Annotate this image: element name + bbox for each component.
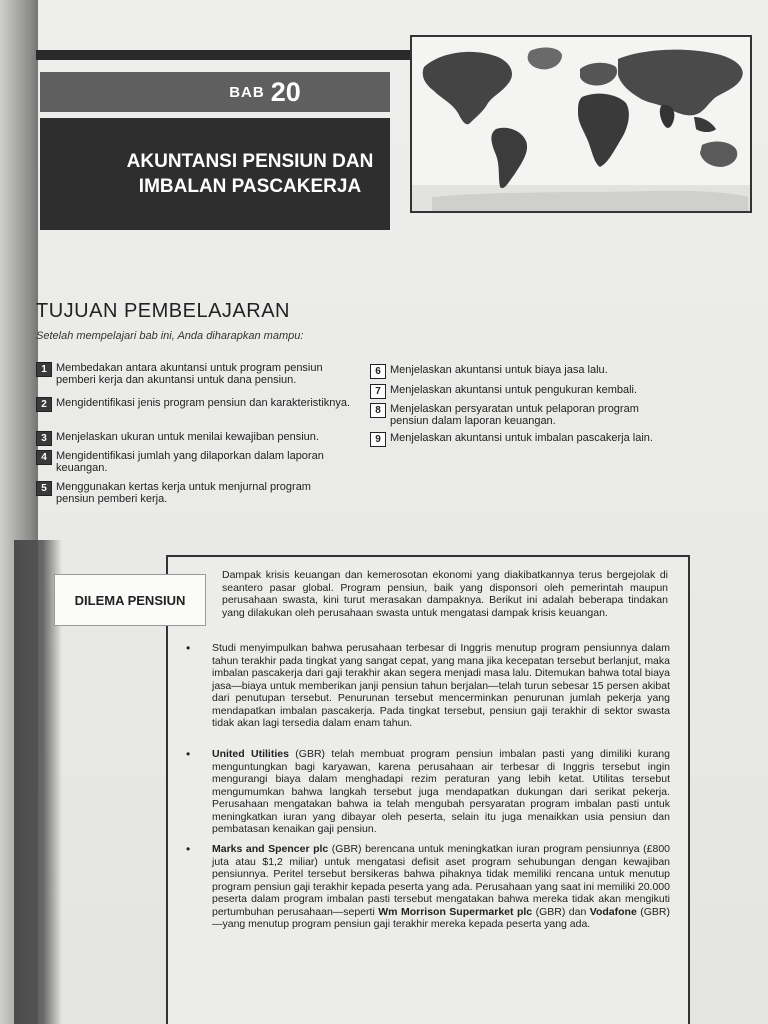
objective-number: 5: [36, 481, 52, 496]
objectives-heading: TUJUAN PEMBELAJARAN: [36, 300, 290, 322]
objective-text: Membedakan antara akuntansi untuk program pensiun pemberi kerja dan akuntansi untuk dana pensiun.: [56, 362, 323, 386]
dilemma-tag: DILEMA PENSIUN: [54, 574, 206, 626]
bullet-text: Studi menyimpulkan bahwa perusahaan terbesar di Inggris menutup program pensiunnya dalam tahun terakhir pada tingkat yang sangat cepat, yang mana jika kecepatan tersebut berlanjut, maka imbalan pascakerja dari gaji terakhir akan segera menjadi masa lalu. Ditemukan bahwa total biaya jasa—biaya untuk memberikan janji pensiun tahun berjalan—telah turun sebesar 15 persen akibat dari penutupan tersebut. Penurunan tersebut mencerminkan penurunan jumlah pekerja yang mendapatkan imbalan pascakerja. Pada tingkat tersebut, pensiun gaji terakhir di sektor swasta tidak akan lagi tersedia dalam enam tahun.: [212, 642, 670, 729]
company-name: Vodafone: [589, 905, 637, 918]
objective-item: [36, 450, 352, 474]
objective-item: [370, 364, 680, 379]
company-name: Marks and Spencer plc: [212, 843, 329, 855]
objective-number: 1: [36, 362, 52, 377]
objective-text: Menjelaskan akuntansi untuk biaya jasa lalu.: [390, 364, 608, 376]
objectives-subheading: Setelah mempelajari bab ini, Anda diharapkan mampu:: [36, 330, 304, 342]
company-name: Wm Morrison Supermarket plc: [378, 905, 533, 918]
objective-text: Menjelaskan akuntansi untuk imbalan pascakerja lain.: [390, 432, 653, 444]
bullet-text-body: (GBR)—yang menutup program pensiun gaji terakhir mereka kepada peserta yang ada.: [212, 905, 670, 930]
chapter-title-box: [40, 118, 390, 230]
dilemma-intro: Dampak krisis keuangan dan kemerosotan ekonomi yang diakibatkannya terus bergejolak di seantero pasar global. Program pensiun, baik yang disponsori oleh pemerintah maupun perusahaan swasta, kini turut merasakan dampaknya. Berikut ini adalah beberapa tindakan yang dilakukan oleh perusahaan swasta untuk mengatasi dampak krisis keuangan.: [222, 569, 668, 619]
objective-number: 4: [36, 450, 52, 465]
bullet-text: [212, 748, 670, 836]
objective-item: [36, 481, 352, 505]
objective-item: [370, 384, 680, 399]
bullet-icon: •: [186, 842, 191, 856]
bullet-icon: •: [186, 747, 191, 761]
world-map-image: [410, 35, 752, 213]
bullet-text-body: (GBR) berencana untuk meningkatkan iuran program pensiunnya (£800 juta atau $1,2 miliar) untuk mengatasi defisit aset program sehubungan dengan kewajiban pensiunnya. Peritel tersebut bersikeras bahwa pihaknya tidak memiliki rencana untuk menutup program pensiun gaji terakhir kepada peserta yang ada. Perusahaan yang saat ini memiliki 20.000 peserta dalam program imbalan pasti tersebut mengatakan bahwa mereka tidak akan mengikuti pertumbuhan perusahaan—seperti: [212, 843, 670, 918]
objective-number: 7: [370, 384, 386, 399]
objective-item: [36, 362, 352, 386]
objective-number: 9: [370, 432, 386, 447]
bullet-text: [212, 843, 670, 931]
company-name: United Utilities: [212, 748, 289, 760]
chapter-label: BAB: [229, 83, 265, 101]
objective-text: Menjelaskan akuntansi untuk pengukuran kembali.: [390, 384, 638, 396]
dilemma-bullet: [186, 642, 670, 730]
objective-item: [36, 397, 352, 412]
chapter-number-bar: [40, 72, 390, 112]
objective-text: Mengidentifikasi jenis program pensiun dan karakteristiknya.: [56, 397, 351, 409]
bullet-text-body: (GBR) telah membuat program pensiun imbalan pasti yang dimiliki kurang menguntungkan bagi karyawan, karena perusahaan air terbesar di Inggris tersebut ingin mengurangi biaya dalam menghadapi rezim peraturan yang lebih ketat. Utilitas tersebut mengumumkan bahwa langkah tersebut juga mendapatkan dukungan dari serikat pekerja. Perusahaan mengatakan bahwa ia telah mengubah persyaratan program imbalan pasti untuk meningkatkan iuran yang dibayar oleh peserta, selain itu juga menaikkan usia pensiun dan pembatasan kenaikan gaji pensiun.: [212, 748, 670, 835]
objective-item: [36, 431, 352, 446]
chapter-number: 20: [270, 76, 301, 107]
objective-item: [370, 432, 680, 447]
objective-item: [370, 403, 680, 427]
chapter-title-line-2: IMBALAN PASCAKERJA: [138, 176, 362, 197]
objective-number: 8: [370, 403, 386, 418]
objective-number: 6: [370, 364, 386, 379]
dilemma-bullet: [186, 843, 670, 931]
objective-number: 3: [36, 431, 52, 446]
objective-text: Menggunakan kertas kerja untuk menjurnal program pensiun pemberi kerja.: [56, 481, 311, 505]
objective-text: Menjelaskan persyaratan untuk pelaporan program pensiun dalam laporan keuangan.: [390, 403, 639, 427]
header-rule: [36, 50, 410, 60]
objective-text: Mengidentifikasi jumlah yang dilaporkan dalam laporan keuangan.: [56, 450, 324, 474]
objective-number: 2: [36, 397, 52, 412]
bullet-icon: •: [186, 641, 191, 655]
world-map-icon: [412, 37, 750, 211]
chapter-title-line-1: AKUNTANSI PENSIUN DAN: [126, 151, 374, 172]
objective-text: Menjelaskan ukuran untuk menilai kewajiban pensiun.: [56, 431, 319, 443]
bullet-text-body: (GBR) dan: [532, 905, 590, 918]
dilemma-bullet: [186, 748, 670, 836]
